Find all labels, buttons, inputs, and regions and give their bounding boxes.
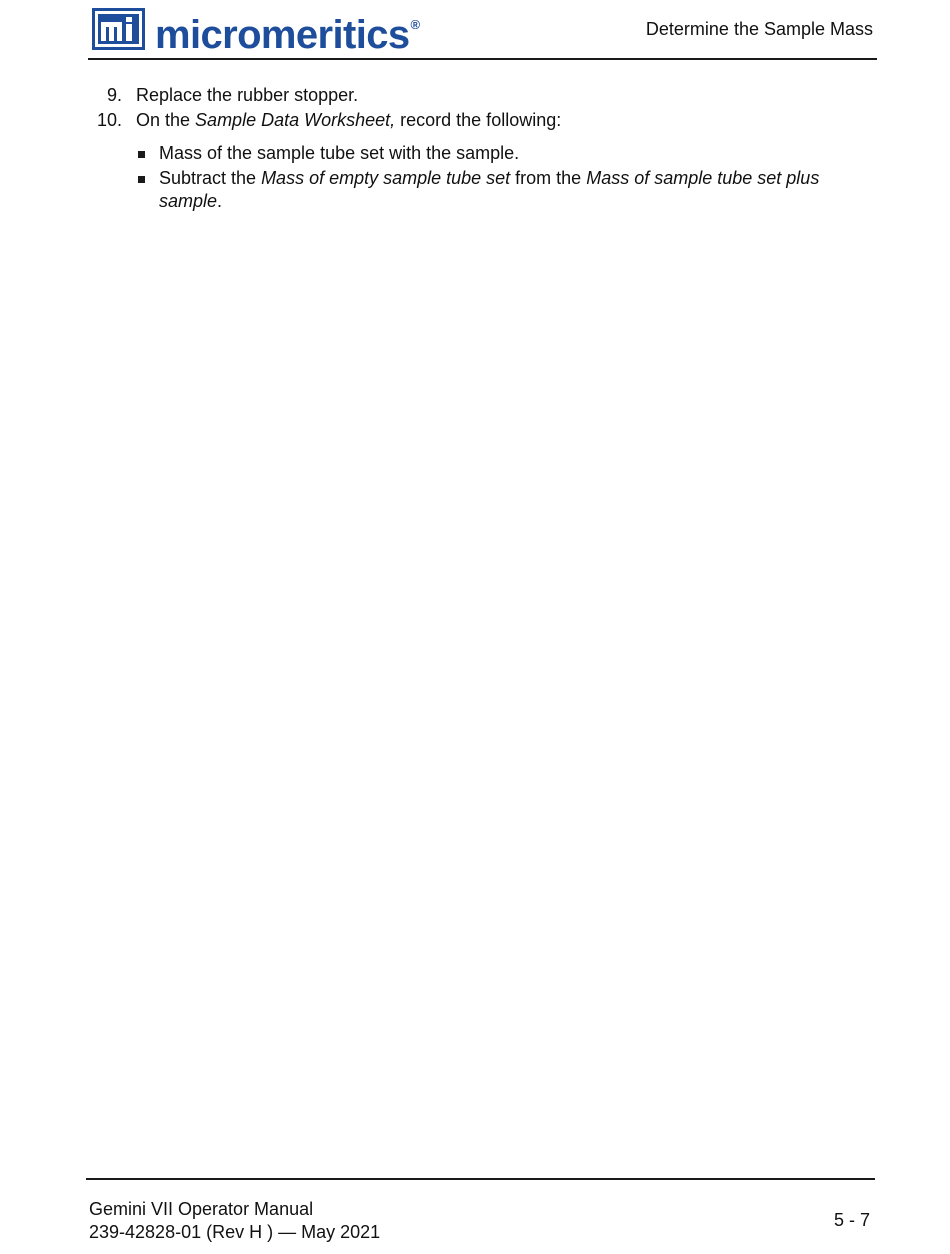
bullet-text-part: from the	[510, 168, 587, 188]
bullet-item	[0, 142, 839, 165]
header-divider	[88, 58, 877, 60]
bullet-text	[159, 168, 819, 211]
step-text-prefix: On the	[136, 110, 196, 130]
logo-wordmark: micromeritics	[155, 13, 410, 57]
step-text: Replace the rubber stopper.	[136, 85, 359, 105]
micromeritics-logo-icon	[92, 8, 145, 50]
bullet-item	[0, 167, 839, 213]
manual-title: Gemini VII Operator Manual	[89, 1199, 314, 1219]
procedure-content	[0, 84, 950, 215]
bullet-text-part: Subtract the	[159, 168, 262, 188]
step-number: 9.	[106, 85, 122, 105]
bullet-text-part: .	[217, 191, 223, 211]
step-text	[136, 109, 561, 132]
micromeritics-logo	[92, 8, 421, 57]
section-title: Determine the Sample Mass	[645, 19, 873, 39]
bullet-text: Mass of the sample tube set with the sample.	[159, 143, 520, 163]
page-number: 5 - 7	[833, 1210, 870, 1230]
procedure-step-9	[0, 84, 950, 109]
registered-mark: ®	[410, 17, 421, 32]
procedure-step-10	[0, 109, 950, 134]
document-number: 239-42828-01 (Rev H ) — May 2021	[89, 1222, 381, 1242]
square-bullet-icon	[138, 151, 145, 158]
step-number: 10.	[96, 110, 122, 130]
step-text-suffix: record the following:	[395, 110, 562, 130]
footer-divider	[86, 1178, 875, 1180]
empty-tube-mass-reference: Mass of empty sample tube set	[261, 168, 511, 188]
square-bullet-icon	[138, 176, 145, 183]
footer-info	[89, 1198, 380, 1244]
tube-plus-sample-mass-reference: Mass of sample tube set plus sample	[159, 168, 820, 211]
worksheet-reference: Sample Data Worksheet,	[195, 110, 396, 130]
bullet-list	[0, 142, 950, 213]
